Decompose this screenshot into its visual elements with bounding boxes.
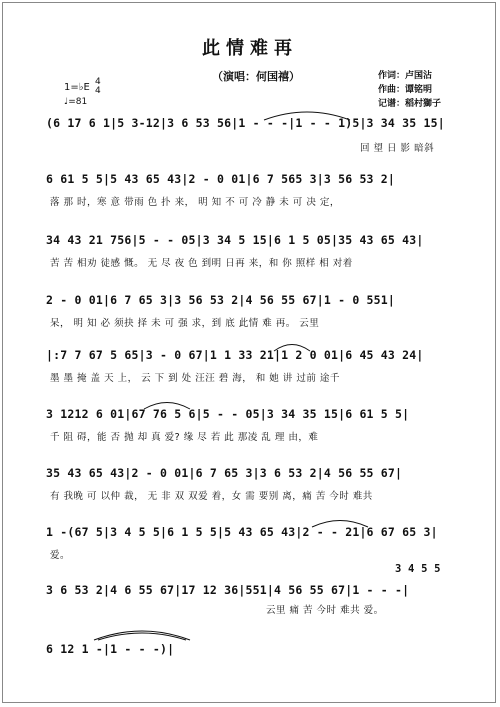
- slur: [92, 628, 192, 642]
- tempo-mark: ♩=81: [64, 97, 88, 107]
- singer-credit: （演唱：何国禧）: [212, 70, 300, 83]
- score-line-5-notes: |:7 7 67 5 65|3 - 0 67|1 1 33 21|1 2 0 01|6 45 43 24|: [46, 348, 424, 362]
- score-line-10-notes: 6 12 1 -|1 - - -)|: [46, 642, 175, 656]
- composer-credit: 作曲：谭铭明: [378, 85, 433, 95]
- transcriber-credit: 记谱：稻村獅子: [378, 99, 442, 109]
- score-line-2-lyrics: 落 那 时，寒 意 带雨 色 扑 来， 明 知 不 可 冷 静 未 可 决 定，: [50, 197, 340, 208]
- score-line-1-notes: (6 17 6 1|5 3-12|3 6 53 56|1 - - -|1 - - 1)5|3 34 35 15|: [46, 116, 445, 130]
- score-line-7-lyrics: 有 我晚 可 以仲 裁， 无 非 双 双爱 着，女 需 要别 离，痛 苦 今时 难共: [50, 491, 373, 502]
- score-line-8-lyrics: 爱。: [50, 550, 71, 561]
- slur: [272, 342, 312, 352]
- score-line-4-lyrics: 呆， 明 知 必 须抉 择 未 可 强 求，到 底 此情 难 再。 云里: [50, 318, 320, 329]
- score-line-8-notes: 1 -(67 5|3 4 5 5|6 1 5 5|5 43 65 43|2 - - 21|6 67 65 3|: [46, 525, 438, 539]
- slur: [262, 110, 352, 122]
- time-sig-top: 4: [94, 77, 101, 87]
- score-line-2-notes: 6 61 5 5|5 43 65 43|2 - 0 01|6 7 565 3|3 56 53 2|: [46, 172, 396, 186]
- key-label: 1=♭E: [64, 82, 90, 93]
- score-line-6-notes: 3 1212 6 01|67 76 5 6|5 - - 05|3 34 35 15|6 61 5 5|: [46, 407, 410, 421]
- time-sig-bottom: 4: [94, 86, 101, 96]
- trailing-notes: 3 4 5 5: [395, 563, 441, 575]
- slur: [310, 518, 370, 528]
- song-title: 此情难再: [202, 38, 298, 59]
- score-line-5-lyrics: 墨 墨 掩 盖 天 上， 云 下 到 处 汪汪 碧 海， 和 她 讲 过前 途千: [50, 373, 340, 384]
- key-signature: [64, 78, 101, 96]
- time-signature: [95, 78, 101, 96]
- score-line-9-notes: 3 6 53 2|4 6 55 67|17 12 36|551|4 56 55 67|1 - - -|: [46, 583, 410, 597]
- slur: [142, 400, 192, 410]
- score-line-3-lyrics: 苦 苦 相劝 徒感 慨。 无 尽 夜 色 到明 日再 来，和 你 照样 相 对着: [50, 258, 353, 269]
- score-line-1-lyrics: 回 望 日 影 暗斜: [360, 143, 435, 154]
- score-line-7-notes: 35 43 65 43|2 - 0 01|6 7 65 3|3 6 53 2|4 56 55 67|: [46, 466, 403, 480]
- score-line-3-notes: 34 43 21 756|5 - - 05|3 34 5 15|6 1 5 05|35 43 65 43|: [46, 233, 424, 247]
- score-line-6-lyrics: 千 阻 碍，能 否 抛 却 真 爱? 缘 尽 若 此 那凌 乱 理 由，难: [50, 432, 319, 443]
- score-line-9-lyrics: 云里 痛 苦 今时 难共 爱。: [266, 605, 384, 616]
- score-line-4-notes: 2 - 0 01|6 7 65 3|3 56 53 2|4 56 55 67|1 - 0 551|: [46, 293, 396, 307]
- lyricist-credit: 作词：卢国沾: [378, 71, 433, 81]
